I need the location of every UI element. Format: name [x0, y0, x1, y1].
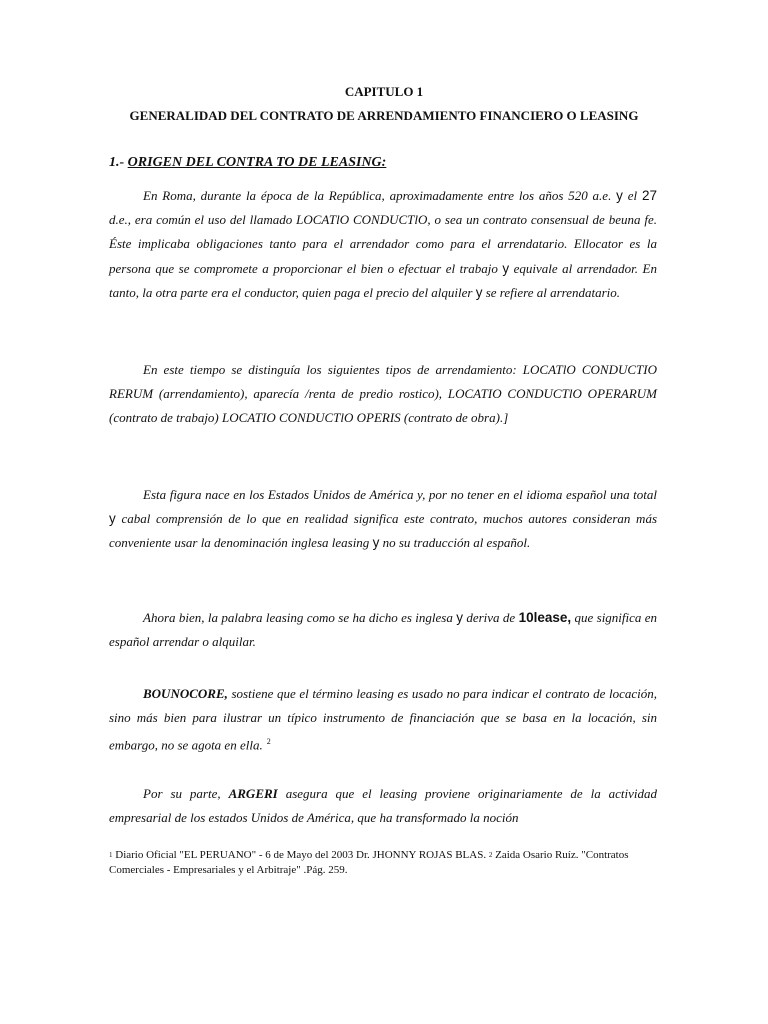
p1-y1: y: [616, 188, 623, 203]
footnote-mark-2: 2: [488, 851, 493, 859]
paragraph-4: [109, 606, 657, 654]
p1-text-b: el: [627, 188, 638, 203]
paragraph-3: [109, 483, 657, 556]
p5-text: sostiene que el término leasing es usado no para indicar el contrato de locación, sino más bien para ilustrar un típico instrumento de financiación que se basa en la locación, sin embargo, no se agota en ella.: [109, 686, 658, 753]
p3-text-a: Esta figura nace en los Estados Unidos de América y, por no tener en el idioma español una total: [143, 487, 657, 502]
p1-y3: y: [475, 284, 483, 300]
section-title: ORIGEN DEL CONTRA TO DE LEASING:: [127, 155, 387, 170]
p3-text-b: cabal comprensión de lo que en realidad significa este contrato, muchos autores consideran más conveniente usar la denominación inglesa leasing: [109, 511, 658, 551]
section-heading: [109, 155, 386, 171]
p1-text-c: d.e., era común el uso del llamado LOCATlO CONDUCTlO, o sea un contrato consensual de beuna fe. Éste implicaba obligaciones tanto para el arrendador como para el arrendatario. Ellocator es la persona que se compromete a proporcionar el bien o efectuar el trabajo: [109, 212, 657, 276]
footnote-ref-2: 2: [266, 737, 271, 747]
paragraph-2: [109, 358, 657, 431]
p4-text-b: deriva de: [466, 610, 516, 625]
p1-text-e: se refiere al arrendatario.: [485, 284, 621, 300]
paragraph-6: [109, 782, 657, 830]
p1-text-a: En Roma, durante la época de la República, aproximadamente entre los años 520 a.e.: [143, 188, 612, 203]
p3-text-c: no su traducción al español.: [382, 535, 531, 551]
chapter-title: GENERALIDAD DEL CONTRATO DE ARRENDAMIENTO FINANCIERO O LEASING: [129, 108, 639, 123]
p4-y1: y: [456, 610, 463, 625]
p1-text-d: equivale al arrendador. En tanto, la otra parte era el conductor, quien paga el precio del alquiler: [109, 260, 657, 300]
p4-lease-term: 10lease,: [518, 610, 572, 625]
footnotes: [109, 848, 669, 878]
p1-y2: y: [502, 260, 510, 276]
p6-text-a: Por su parte,: [143, 786, 221, 801]
paragraph-1: [109, 184, 657, 305]
p3-y1: y: [109, 511, 116, 527]
p5-author-name: BOUNOCORE,: [143, 686, 228, 701]
footnote-mark-1: 1: [109, 851, 113, 859]
footnote-1-text: Diario Oficial "EL PERUANO" - 6 de Mayo del 2003 Dr. JHONNY ROJAS BLAS.: [115, 849, 487, 862]
p1-number-27: 27: [641, 188, 657, 203]
p3-y2: y: [372, 535, 380, 551]
p4-text-c: que significa en español arrendar o alquilar.: [109, 610, 658, 650]
p2-text: En este tiempo se distinguía los siguientes tipos de arrendamiento: LOCATlO CONDUCTIO RERUM (arrendamiento), aparecía /renta de predio rostico), LOCATIO CONDUCTlO OPERARUM (contrato de trabajo) LOCATIO CONDUCTlO OPERIS (contrato de obra).]: [109, 362, 657, 426]
p4-text-a: Ahora bien, la palabra leasing como se ha dicho es inglesa: [143, 610, 453, 625]
section-number: 1.-: [109, 155, 125, 170]
chapter-heading: CAPITULO 1: [344, 84, 424, 99]
p6-author-name: ARGERI: [228, 786, 278, 801]
footnote-2-text: Zaida Osario Ruíz. "Contratos Comerciales - Empresariales y el Arbitraje" .Pág. 259.: [109, 849, 629, 877]
paragraph-5: [109, 682, 657, 758]
p6-text-b: asegura que el leasing proviene originariamente de la actividad empresarial de los estados Unidos de América, que ha transformado la noción: [109, 786, 658, 826]
